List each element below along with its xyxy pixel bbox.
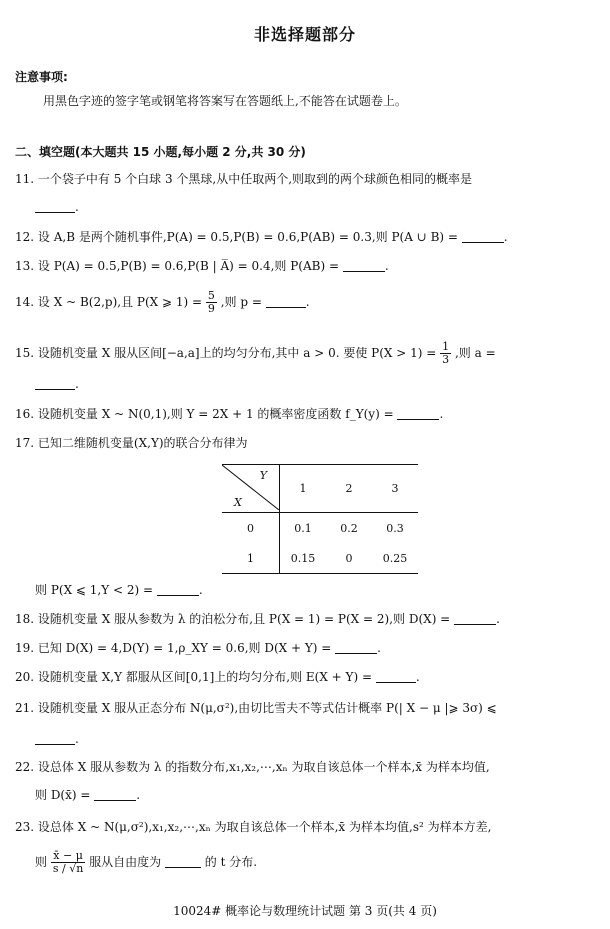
answer-blank-17[interactable] — [157, 583, 199, 596]
table-cell: 0.3 — [386, 521, 404, 535]
answer-blank-14[interactable] — [266, 295, 306, 308]
question-21 — [15, 701, 600, 715]
question-14: 14. 设 X ~ B(2,p),且 P(X ⩾ 1) = $\frac{5}{9}$ ,则 p = . — [15, 289, 310, 315]
answer-blank-13[interactable] — [343, 259, 385, 272]
table-cell: 0 — [326, 543, 372, 574]
question-11 — [15, 172, 600, 186]
table-cell: 0.2 — [340, 521, 358, 535]
question-15-answer-line: . — [15, 377, 600, 391]
question-19: 19. 已知 D(X) = 4,D(Y) = 1,ρ_XY = 0.6,则 D(X + Y) = . — [15, 641, 381, 655]
joint-distribution-table — [222, 464, 418, 574]
question-19-text: 19. 已知 D(X) = 4,D(Y) = 1,ρ_XY = 0.6,则 D(X + Y) = — [15, 641, 332, 655]
fraction-5-9: $\frac{5}{9}$ — [207, 289, 215, 315]
question-12: 12. 设 A,B 是两个随机事件,P(A) = 0.5,P(B) = 0.6,P(AB) = 0.3,则 P(A ∪ B) = . — [15, 230, 508, 244]
table-corner-cell: Y X — [222, 465, 280, 513]
table-row — [222, 543, 418, 574]
table-col-header: 2 — [326, 465, 372, 513]
answer-blank-15[interactable] — [35, 377, 75, 390]
notice-text: 用黑色字迹的签字笔或钢笔将答案写在答题纸上,不能答在试题卷上。 — [43, 94, 407, 108]
fraction-1-3: $\frac{1}{3}$ — [442, 340, 450, 366]
page-title: 非选择题部分 — [253, 25, 356, 44]
page-footer: 10024# 概率论与数理统计试题 第 3 页(共 4 页) — [173, 904, 437, 918]
question-11-text: 11. 一个袋子中有 5 个白球 3 个黑球,从中任取两个,则取到的两个球颜色相同的概率是 — [15, 172, 473, 186]
table-cell: 0.25 — [372, 543, 418, 574]
question-17-text: 17. 已知二维随机变量(X,Y)的联合分布律为 — [15, 436, 248, 450]
question-16-text: 16. 设随机变量 X ~ N(0,1),则 Y = 2X + 1 的概率密度函数 f_Y(y) = — [15, 407, 394, 421]
question-13-text: 13. 设 P(A) = 0.5,P(B) = 0.6,P(B | A̅) = 0.4,则 P(AB) = — [15, 259, 340, 273]
answer-blank-21[interactable] — [35, 732, 75, 745]
corner-diagonal — [222, 465, 279, 510]
table-cell: 0.15 — [280, 543, 327, 574]
section-heading: 二、填空题(本大题共 15 小题,每小题 2 分,共 30 分) — [15, 145, 306, 159]
question-13: 13. 设 P(A) = 0.5,P(B) = 0.6,P(B | A̅) = 0.4,则 P(AB) = . — [15, 259, 389, 273]
table-row — [222, 513, 418, 544]
fraction-t-statistic: $\frac{x̄ - \mu}{s / √n}$ — [52, 849, 84, 875]
question-17 — [15, 436, 600, 450]
table-cell: 0.1 — [294, 521, 312, 535]
question-21-text: 21. 设随机变量 X 服从正态分布 N(μ,σ²),由切比雪夫不等式估计概率 P(| X − μ |⩾ 3σ) ⩽ — [15, 701, 497, 715]
question-22-text: 22. 设总体 X 服从参数为 λ 的指数分布,x₁,x₂,⋯,xₙ 为取自该总体一个样本,x̄ 为样本均值, — [15, 760, 490, 774]
question-16: 16. 设随机变量 X ~ N(0,1),则 Y = 2X + 1 的概率密度函数 f_Y(y) = . — [15, 407, 444, 421]
answer-blank-20[interactable] — [376, 670, 416, 683]
question-15: 15. 设随机变量 X 服从区间[−a,a]上的均匀分布,其中 a > 0. 要使 P(X > 1) = $\frac{1}{3}$ ,则 a = — [15, 340, 496, 366]
answer-blank-19[interactable] — [335, 641, 377, 654]
question-18-text: 18. 设随机变量 X 服从参数为 λ 的泊松分布,且 P(X = 1) = P(X = 2),则 D(X) = — [15, 612, 451, 626]
question-17-follow-up: 则 P(X ⩽ 1,Y < 2) = . — [35, 583, 203, 597]
question-20-text: 20. 设随机变量 X,Y 都服从区间[0,1]上的均匀分布,则 E(X + Y) = — [15, 670, 373, 684]
answer-blank-16[interactable] — [397, 407, 439, 420]
question-11-answer-line: . — [15, 200, 600, 214]
table-col-header: 3 — [372, 465, 418, 513]
question-20: 20. 设随机变量 X,Y 都服从区间[0,1]上的均匀分布,则 E(X + Y) = . — [15, 670, 420, 684]
table-row-label: 0 — [222, 513, 280, 544]
notice-heading: 注意事项: — [15, 70, 68, 84]
answer-blank-23[interactable] — [165, 855, 201, 868]
question-23-text: 23. 设总体 X ~ N(μ,σ²),x₁,x₂,⋯,xₙ 为取自该总体一个样本,x̄ 为样本均值,s² 为样本方差, — [15, 820, 492, 834]
question-23 — [15, 820, 600, 834]
question-23-answer-line: 则 $\frac{x̄ - \mu}{s / √n}$ 服从自由度为 的 t 分布. — [35, 849, 258, 875]
answer-blank-11[interactable] — [35, 200, 75, 213]
answer-blank-18[interactable] — [454, 612, 496, 625]
answer-blank-12[interactable] — [462, 230, 504, 243]
question-22-answer-line: 则 D(x̄) = . — [35, 788, 141, 802]
question-22 — [15, 760, 600, 774]
table-col-header: 1 — [280, 465, 327, 513]
answer-blank-22[interactable] — [94, 788, 136, 801]
question-12-text: 12. 设 A,B 是两个随机事件,P(A) = 0.5,P(B) = 0.6,P(AB) = 0.3,则 P(A ∪ B) = — [15, 230, 458, 244]
question-21-answer-line: . — [15, 732, 600, 746]
question-18: 18. 设随机变量 X 服从参数为 λ 的泊松分布,且 P(X = 1) = P(X = 2),则 D(X) = . — [15, 612, 500, 626]
table-row-label: 1 — [222, 543, 280, 574]
